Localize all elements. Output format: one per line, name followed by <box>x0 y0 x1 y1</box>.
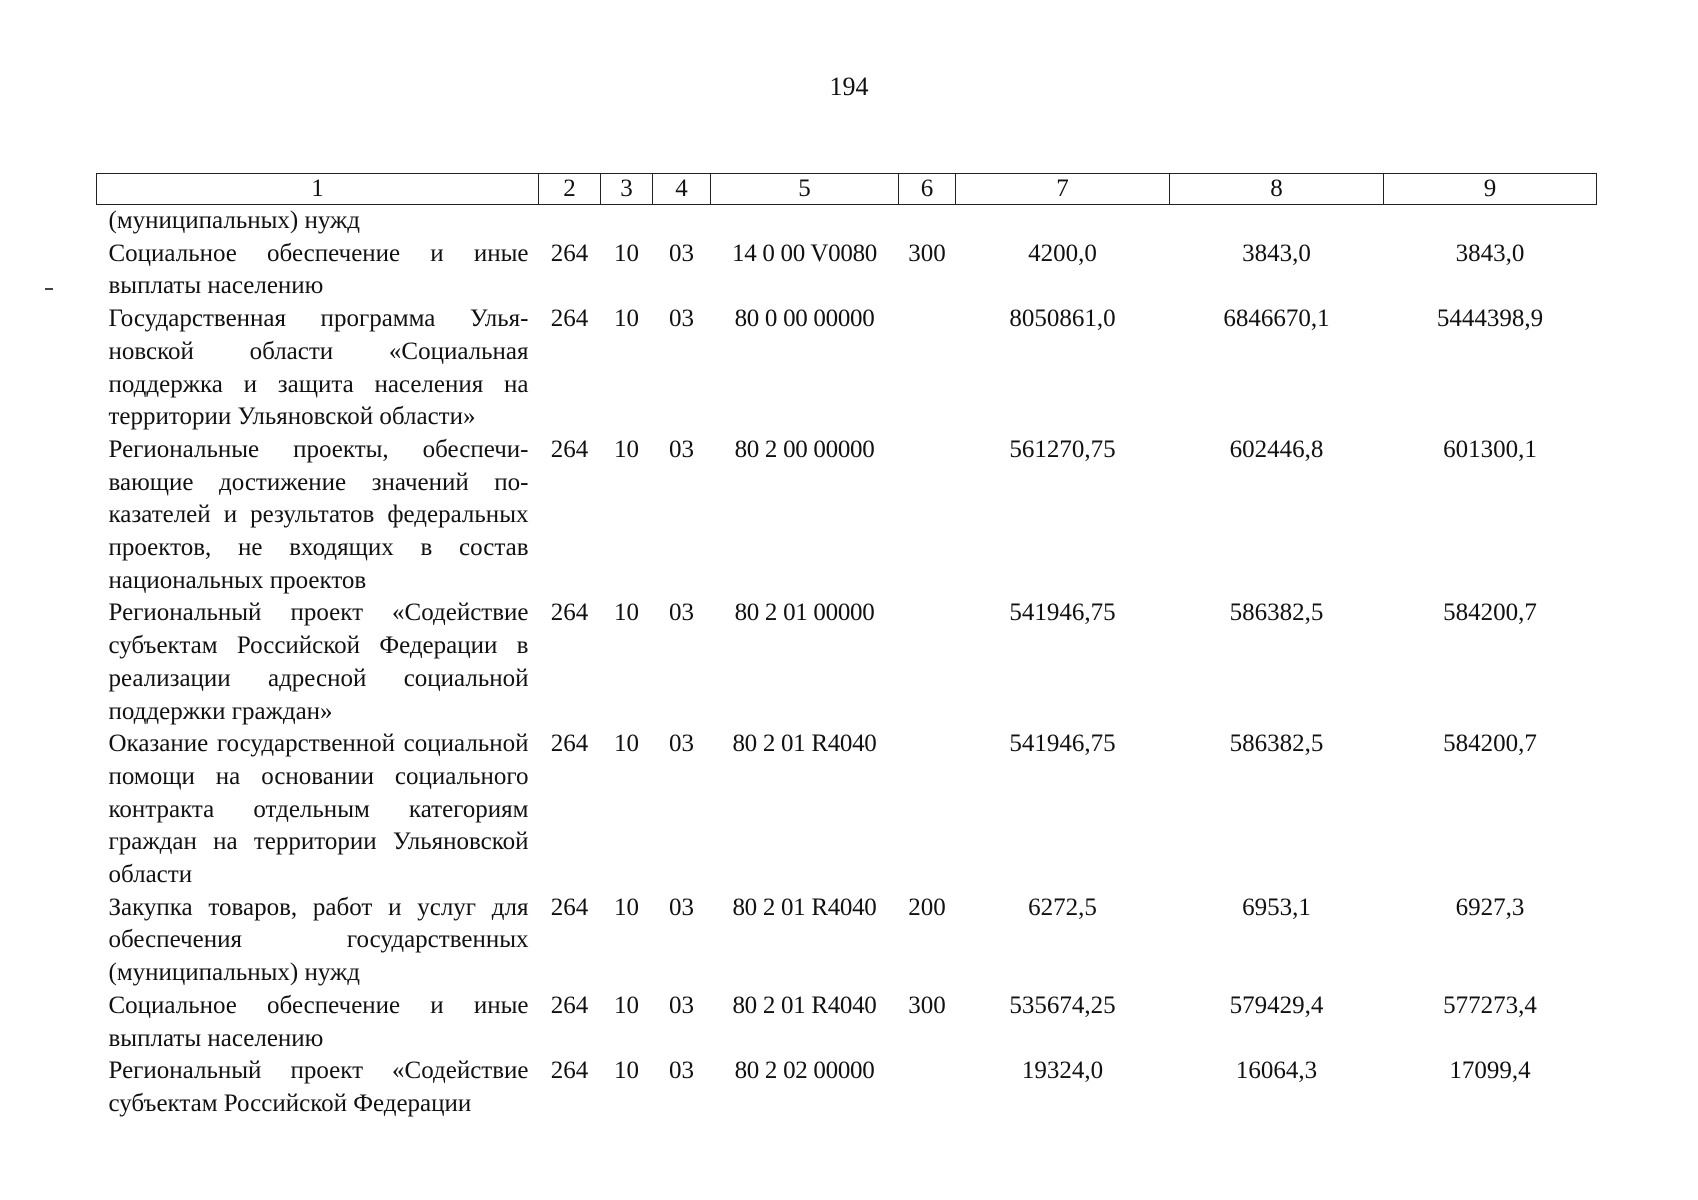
code-target: 80 2 01 00000 <box>734 599 875 627</box>
amount-col9: 17099,4 <box>1449 1057 1531 1085</box>
amount-col9: 601300,1 <box>1443 435 1537 463</box>
code-section <box>601 205 653 238</box>
amount-col8: 586382,5 <box>1229 730 1324 758</box>
amount-col8: 6846670,1 <box>1223 305 1330 333</box>
code-subsection: 03 <box>669 893 694 921</box>
code-subsection: 03 <box>669 435 694 463</box>
table-row <box>97 434 1597 598</box>
amount-col9: 3843,0 <box>1455 239 1525 267</box>
code-expense-type <box>899 597 956 728</box>
row-name: Региональный проект «Содействие субъектам Российской Федерации <box>108 1057 529 1117</box>
amount-col9: 5444398,9 <box>1436 305 1544 333</box>
column-header-3: 3 <box>601 174 653 205</box>
amount-col7: 4200,0 <box>1028 239 1097 267</box>
code-admin: 264 <box>550 893 589 921</box>
budget-table <box>96 173 1597 1121</box>
code-expense-type <box>899 205 956 238</box>
amount-col8: 602446,8 <box>1229 435 1324 463</box>
code-section: 10 <box>614 239 639 267</box>
row-name: Государственная программа Ульяновской области «Социальная поддержка и защита населения на территории Ульяновской области» <box>108 305 529 431</box>
table-row <box>97 238 1597 303</box>
code-expense-type: 200 <box>908 893 946 921</box>
row-name: Региональные проекты, обеспечивающие достижение значений показателей и результатов федеральных проектов, не входящих в состав национальных проектов <box>108 435 529 594</box>
amount-col7: 561270,75 <box>1009 435 1116 463</box>
code-section: 10 <box>614 893 639 921</box>
code-expense-type <box>899 1055 956 1120</box>
code-expense-type <box>899 728 956 892</box>
amount-col8: 586382,5 <box>1229 599 1324 627</box>
table-row <box>97 728 1597 892</box>
amount-col7: 535674,25 <box>1009 991 1116 1019</box>
code-subsection: 03 <box>669 305 694 333</box>
page-number: 194 <box>829 72 869 101</box>
row-name: Оказание государственной социальной помощи на основании социального контракта отдельным категориям граждан на территории Ульяновской области <box>108 730 529 889</box>
table-row <box>97 303 1597 434</box>
amount-col9: 577273,4 <box>1443 991 1537 1019</box>
code-subsection: 03 <box>669 730 694 758</box>
code-section: 10 <box>614 599 639 627</box>
code-expense-type <box>899 434 956 598</box>
amount-col7: 541946,75 <box>1009 599 1116 627</box>
code-admin: 264 <box>550 991 589 1019</box>
table-row <box>97 597 1597 728</box>
code-target: 80 0 00 00000 <box>734 305 875 333</box>
code-expense-type <box>899 303 956 434</box>
table-row <box>97 205 1597 238</box>
code-expense-type: 300 <box>908 991 946 1019</box>
amount-col8: 579429,4 <box>1229 991 1324 1019</box>
code-subsection: 03 <box>669 599 694 627</box>
row-name: Социальное обеспечение и иные выплаты населению <box>108 239 529 300</box>
column-header-7: 7 <box>956 174 1170 205</box>
column-header-6: 6 <box>899 174 956 205</box>
amount-col7: 541946,75 <box>1009 730 1116 758</box>
column-header-1: 1 <box>97 174 539 205</box>
row-name: Региональный проект «Содействие субъектам Российской Федерации в реализации адресной социальной поддержки граждан» <box>108 599 529 725</box>
amount-col8: 16064,3 <box>1235 1057 1318 1085</box>
code-section: 10 <box>614 435 639 463</box>
code-section: 10 <box>614 730 639 758</box>
code-subsection: 03 <box>669 1057 694 1085</box>
code-subsection: 03 <box>669 991 694 1019</box>
code-section: 10 <box>614 991 639 1019</box>
code-target: 80 2 02 00000 <box>734 1057 875 1085</box>
code-admin: 264 <box>550 599 589 627</box>
code-admin: 264 <box>550 435 589 463</box>
table-header <box>97 174 1597 205</box>
row-name: Закупка товаров, работ и услуг для обеспечения государственных (муниципальных) нужд <box>108 893 529 987</box>
column-header-5: 5 <box>711 174 899 205</box>
column-header-9: 9 <box>1384 174 1597 205</box>
column-header-8: 8 <box>1170 174 1384 205</box>
code-admin: 264 <box>550 1057 589 1085</box>
row-name: (муниципальных) нужд <box>108 207 361 234</box>
amount-col7 <box>956 205 1170 238</box>
code-target: 80 2 01 R4040 <box>732 893 877 921</box>
code-subsection <box>653 205 711 238</box>
header-row <box>97 174 1597 205</box>
code-section: 10 <box>614 1057 639 1085</box>
code-expense-type: 300 <box>908 239 946 267</box>
code-target: 80 2 01 R4040 <box>732 991 877 1019</box>
code-target: 80 2 00 00000 <box>734 435 875 463</box>
code-admin: 264 <box>550 239 589 267</box>
row-name: Социальное обеспечение и иные выплаты населению <box>108 991 529 1052</box>
code-target <box>711 205 899 238</box>
column-header-2: 2 <box>539 174 601 205</box>
code-admin <box>539 205 601 238</box>
table-row <box>97 1055 1597 1120</box>
amount-col7: 6272,5 <box>1028 893 1097 921</box>
amount-col8: 6953,1 <box>1242 893 1311 921</box>
amount-col8: 3843,0 <box>1242 239 1311 267</box>
margin-mark <box>45 288 53 290</box>
amount-col9 <box>1384 205 1597 238</box>
table-body <box>97 205 1597 1121</box>
code-admin: 264 <box>550 730 589 758</box>
code-admin: 264 <box>550 305 589 333</box>
amount-col7: 19324,0 <box>1021 1057 1104 1085</box>
code-section: 10 <box>614 305 639 333</box>
amount-col9: 584200,7 <box>1443 599 1537 627</box>
table-row <box>97 990 1597 1055</box>
amount-col9: 584200,7 <box>1443 730 1537 758</box>
column-header-4: 4 <box>653 174 711 205</box>
amount-col8 <box>1170 205 1384 238</box>
code-target: 80 2 01 R4040 <box>732 730 877 758</box>
code-target: 14 0 00 V0080 <box>732 239 877 267</box>
amount-col9: 6927,3 <box>1455 893 1525 921</box>
amount-col7: 8050861,0 <box>1009 305 1116 333</box>
table-row <box>97 892 1597 990</box>
code-subsection: 03 <box>669 239 694 267</box>
